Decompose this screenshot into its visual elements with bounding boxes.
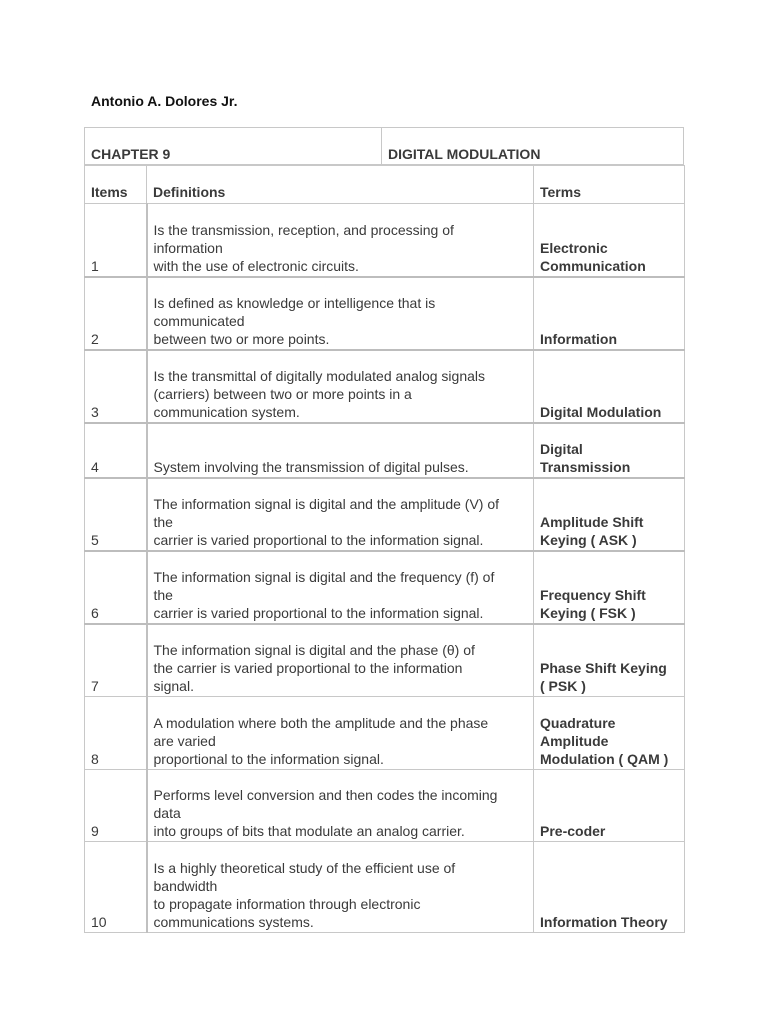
definition-cell	[147, 423, 534, 478]
item-number: 6	[85, 551, 147, 624]
item-number: 7	[85, 624, 147, 697]
item-number: 8	[85, 697, 147, 770]
table-row	[85, 770, 685, 842]
definition-cell	[147, 478, 534, 551]
chapter-label: CHAPTER 9	[85, 128, 382, 164]
definition-line: between two or more points.	[153, 330, 330, 347]
term-cell	[534, 204, 685, 277]
table-header-row	[85, 166, 685, 204]
term-cell	[534, 277, 685, 350]
definition-line: the carrier is varied proportional to the information	[153, 660, 463, 676]
term-line: Frequency Shift	[540, 586, 646, 603]
definition-line: the	[153, 586, 173, 603]
term-cell	[534, 551, 685, 624]
table-row	[85, 277, 685, 350]
definition-line: signal.	[153, 678, 194, 694]
term-line: Pre-coder	[540, 823, 606, 839]
table-row	[85, 478, 685, 551]
term-line: Digital Modulation	[540, 403, 662, 420]
definition-line: Is defined as knowledge or intelligence that is	[153, 294, 436, 311]
table-body	[85, 204, 685, 933]
definition-line: into groups of bits that modulate an analog carrier.	[153, 823, 465, 839]
definition-line: are varied	[153, 733, 216, 749]
definition-cell	[147, 551, 534, 624]
term-line: Amplitude	[540, 733, 609, 749]
term-line: Quadrature	[540, 715, 616, 731]
definition-line: communications systems.	[153, 914, 314, 930]
item-number: 10	[85, 842, 147, 933]
term-cell	[534, 350, 685, 423]
definition-cell	[147, 204, 534, 277]
term-line: Keying ( ASK )	[540, 531, 637, 548]
definition-line: with the use of electronic circuits.	[153, 257, 359, 274]
header-terms: Terms	[534, 166, 685, 204]
chapter-header-table	[84, 127, 684, 165]
header-definitions: Definitions	[147, 166, 534, 204]
definition-line: System involving the transmission of digital pulses.	[153, 458, 469, 475]
definition-line: proportional to the information signal.	[153, 751, 384, 767]
definition-cell	[147, 277, 534, 350]
item-number: 5	[85, 478, 147, 551]
definition-cell	[147, 697, 534, 770]
definitions-table	[84, 165, 685, 933]
definition-cell	[147, 350, 534, 423]
definition-cell	[147, 770, 534, 842]
term-cell	[534, 478, 685, 551]
definition-line: A modulation where both the amplitude and the phase	[153, 715, 489, 731]
term-line: Digital	[540, 440, 583, 457]
definition-line: communicated	[153, 312, 245, 329]
term-line: Electronic	[540, 239, 608, 256]
header-items: Items	[85, 166, 147, 204]
term-line: Information	[540, 330, 617, 347]
term-cell	[534, 423, 685, 478]
definition-line: The information signal is digital and the amplitude (V) of	[153, 495, 500, 512]
item-number: 9	[85, 770, 147, 842]
definition-line: The information signal is digital and the phase (θ) of	[153, 642, 475, 658]
term-line: Amplitude Shift	[540, 513, 644, 530]
item-number: 4	[85, 423, 147, 478]
table-row	[85, 423, 685, 478]
table-row	[85, 697, 685, 770]
term-cell	[534, 770, 685, 842]
definition-line: data	[153, 805, 181, 821]
term-line: Phase Shift Keying	[540, 660, 667, 676]
table-row	[85, 350, 685, 423]
table-row	[85, 842, 685, 933]
definition-line: The information signal is digital and the frequency (f) of	[153, 568, 495, 585]
definition-line: Performs level conversion and then codes the incoming	[153, 787, 498, 803]
definition-line: communication system.	[153, 403, 300, 420]
table-row	[85, 204, 685, 277]
term-line: ( PSK )	[540, 678, 586, 694]
item-number: 1	[85, 204, 147, 277]
term-line: Modulation ( QAM )	[540, 751, 669, 767]
term-line: Information Theory	[540, 914, 668, 930]
term-line: Transmission	[540, 458, 631, 475]
item-number: 2	[85, 277, 147, 350]
definition-line: carrier is varied proportional to the information signal.	[153, 531, 484, 548]
definition-line: Is the transmittal of digitally modulated analog signals	[153, 367, 486, 384]
definition-line: Is the transmission, reception, and processing of	[153, 221, 454, 238]
term-cell	[534, 842, 685, 933]
term-line: Keying ( FSK )	[540, 604, 636, 621]
term-cell	[534, 697, 685, 770]
table-row	[85, 551, 685, 624]
definition-line: Is a highly theoretical study of the efficient use of	[153, 860, 456, 876]
definition-cell	[147, 842, 534, 933]
definition-cell	[147, 624, 534, 697]
definition-line: the	[153, 513, 173, 530]
term-line: Communication	[540, 257, 646, 274]
definition-line: information	[153, 239, 223, 256]
definition-line: bandwidth	[153, 878, 218, 894]
chapter-title: DIGITAL MODULATION	[388, 146, 541, 162]
item-number: 3	[85, 350, 147, 423]
definition-line: to propagate information through electronic	[153, 896, 421, 912]
table-row	[85, 624, 685, 697]
author-name: Antonio A. Dolores Jr.	[91, 93, 238, 109]
definition-line: (carriers) between two or more points in a	[153, 385, 412, 402]
definition-line: carrier is varied proportional to the information signal.	[153, 604, 484, 621]
term-cell	[534, 624, 685, 697]
